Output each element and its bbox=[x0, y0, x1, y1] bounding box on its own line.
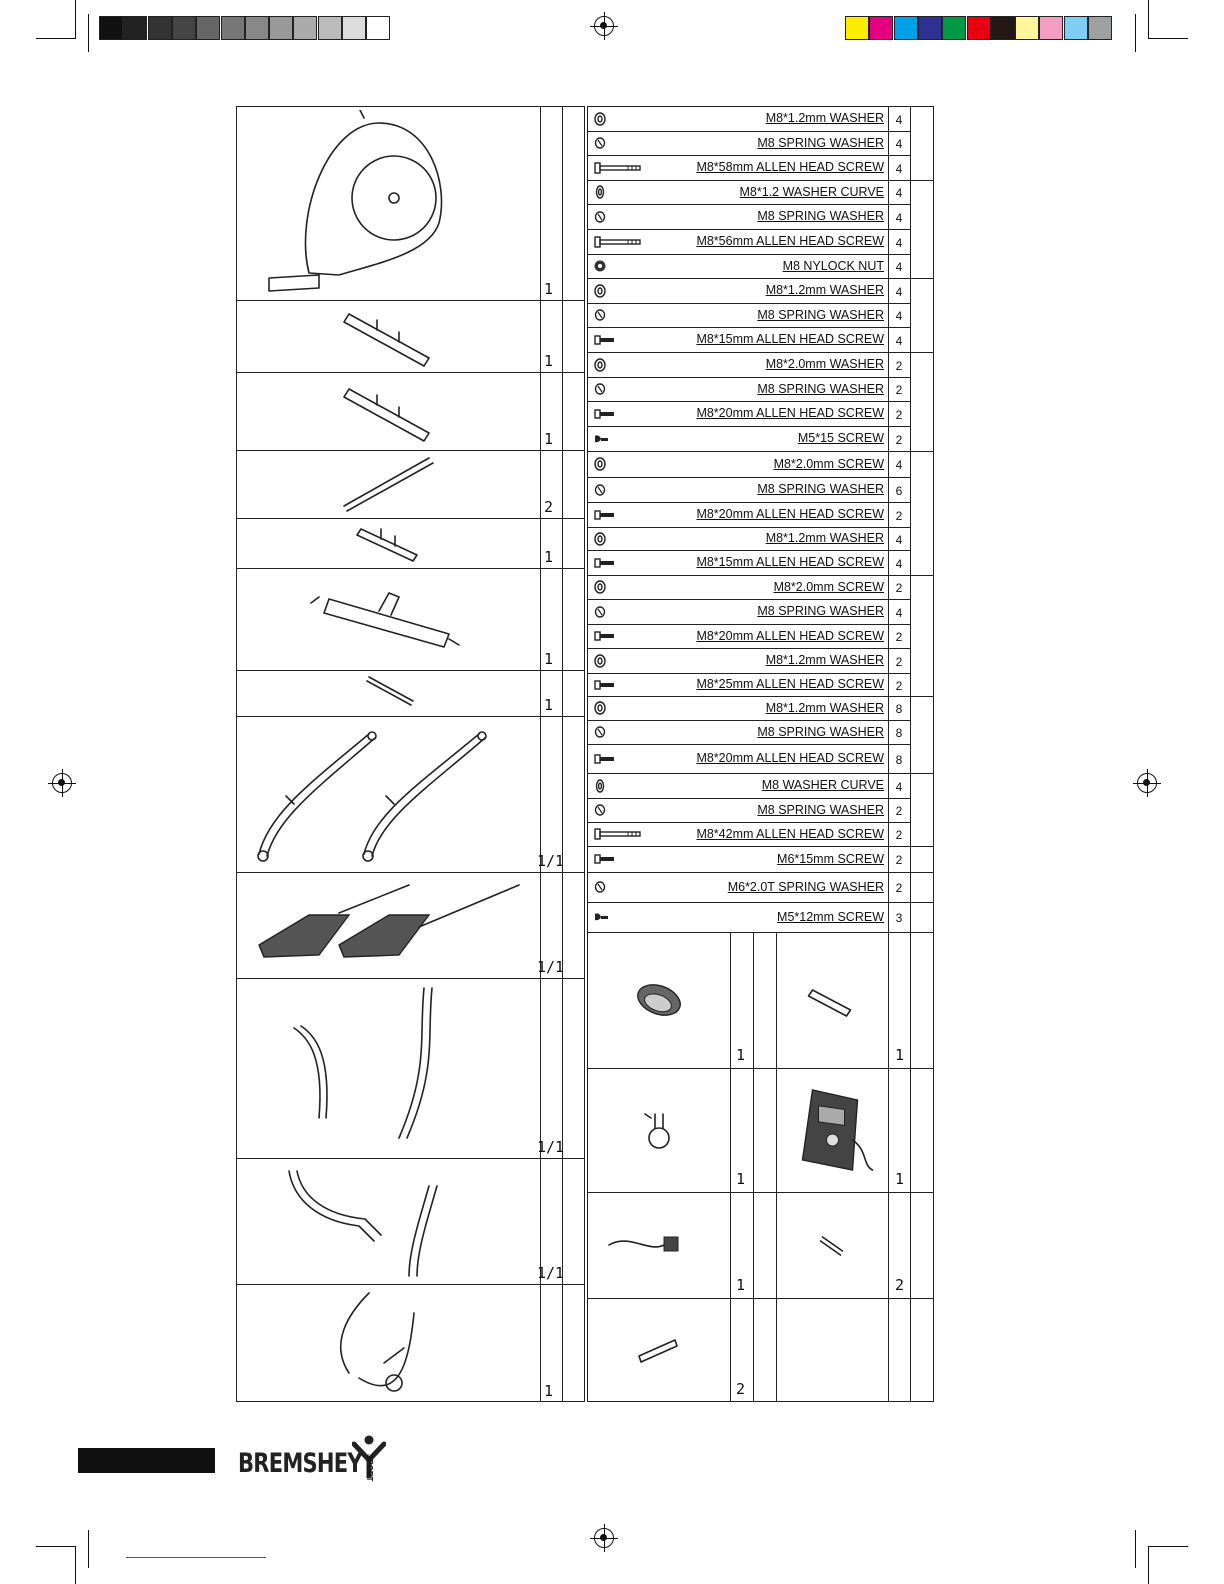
main-frame-icon bbox=[240, 110, 538, 296]
hardware-quantity: 4 bbox=[895, 532, 903, 547]
hardware-quantity: 2 bbox=[895, 853, 903, 867]
part-quantity: 1 bbox=[544, 430, 554, 448]
hardware-label: M8 SPRING WASHER bbox=[757, 482, 884, 496]
small-part-quantity: 1 bbox=[736, 1276, 746, 1294]
hardware-label: M6*2.0T SPRING WASHER bbox=[727, 879, 884, 894]
hardware-quantity: 2 bbox=[895, 358, 903, 373]
gray-swatch bbox=[123, 16, 147, 40]
row-divider bbox=[587, 327, 888, 328]
hardware-label: M8*20mm ALLEN HEAD SCREW bbox=[696, 507, 884, 521]
color-swatch bbox=[1015, 16, 1039, 40]
crop-mark bbox=[1148, 0, 1149, 38]
row-divider bbox=[888, 502, 910, 503]
long-screw-icon bbox=[592, 233, 652, 251]
part-drawing bbox=[240, 110, 538, 296]
part-drawing bbox=[240, 720, 538, 868]
small-part-quantity: 1 bbox=[895, 1046, 905, 1064]
row-divider bbox=[888, 451, 910, 452]
row-divider bbox=[888, 131, 910, 132]
hardware-quantity: 4 bbox=[895, 210, 903, 225]
part-quantity: 1 bbox=[544, 352, 554, 370]
washer-icon bbox=[592, 110, 652, 128]
washer-icon bbox=[592, 699, 652, 717]
short-screw-icon bbox=[592, 676, 652, 694]
row-divider bbox=[888, 744, 910, 745]
hardware-quantity: 4 bbox=[895, 235, 903, 250]
row-divider bbox=[236, 670, 585, 671]
row-divider bbox=[587, 278, 888, 279]
crop-mark bbox=[1135, 1530, 1136, 1568]
short-screw-icon bbox=[592, 506, 652, 524]
registration-mark-icon bbox=[1137, 773, 1157, 793]
spring-washer-icon bbox=[592, 801, 652, 819]
row-divider bbox=[888, 401, 910, 402]
crop-mark bbox=[1148, 1546, 1188, 1547]
spring-washer-icon bbox=[592, 481, 652, 499]
hardware-label: M6*15mm SCREW bbox=[777, 851, 884, 866]
row-divider bbox=[888, 377, 910, 378]
row-divider bbox=[888, 229, 910, 230]
bracket-plate-icon bbox=[777, 935, 888, 1065]
hardware-quantity: 2 bbox=[895, 828, 903, 842]
short-screw-icon bbox=[592, 850, 652, 868]
row-divider bbox=[587, 451, 888, 452]
table-divider bbox=[910, 106, 911, 932]
row-divider bbox=[888, 599, 910, 600]
row-divider bbox=[587, 696, 888, 697]
hardware-label: M8*1.2 WASHER CURVE bbox=[739, 184, 884, 199]
row-divider bbox=[888, 720, 910, 721]
part-drawing bbox=[240, 674, 538, 712]
part-quantity: 1 bbox=[544, 650, 554, 668]
color-swatch bbox=[991, 16, 1015, 40]
part-drawing bbox=[240, 572, 538, 666]
grid-divider bbox=[753, 932, 754, 1402]
spring-washer-icon bbox=[592, 208, 652, 226]
gray-swatch bbox=[366, 16, 390, 40]
hardware-quantity: 4 bbox=[895, 605, 903, 620]
small-part-quantity: 1 bbox=[736, 1170, 746, 1188]
part-drawing bbox=[240, 1162, 538, 1280]
grid-divider bbox=[730, 932, 731, 1402]
registration-mark-icon bbox=[594, 16, 614, 36]
group-divider bbox=[910, 451, 934, 452]
hardware-label: M8*1.2mm WASHER bbox=[765, 283, 884, 297]
small-part-drawing bbox=[588, 1301, 730, 1404]
small-part-drawing bbox=[777, 1071, 888, 1194]
gray-swatch bbox=[172, 16, 196, 40]
row-divider bbox=[587, 229, 888, 230]
row-divider bbox=[587, 798, 888, 799]
curved-washer-icon bbox=[592, 777, 652, 795]
hardware-label: M8*2.0mm SCREW bbox=[773, 456, 884, 471]
hardware-label: M8*20mm ALLEN HEAD SCREW bbox=[696, 628, 884, 643]
hardware-quantity: 4 bbox=[895, 260, 903, 274]
crop-mark bbox=[36, 1546, 76, 1547]
hardware-label: M5*15 SCREW bbox=[797, 431, 884, 445]
short-screw-icon bbox=[592, 331, 652, 349]
part-drawing bbox=[240, 454, 538, 514]
row-divider bbox=[587, 155, 888, 156]
row-divider bbox=[587, 550, 888, 551]
crop-mark bbox=[36, 38, 76, 39]
small-part-quantity: 2 bbox=[736, 1380, 746, 1398]
spring-washer-icon bbox=[592, 603, 652, 621]
hardware-quantity: 3 bbox=[895, 911, 903, 925]
hardware-label: M8 SPRING WASHER bbox=[757, 209, 884, 223]
small-part-drawing bbox=[588, 935, 730, 1070]
row-divider bbox=[888, 902, 910, 903]
gray-swatch bbox=[221, 16, 245, 40]
color-swatch bbox=[942, 16, 966, 40]
hardware-label: M8*15mm ALLEN HEAD SCREW bbox=[696, 332, 884, 346]
group-divider bbox=[910, 575, 934, 576]
row-divider bbox=[888, 204, 910, 205]
hardware-label: M8*15mm ALLEN HEAD SCREW bbox=[696, 555, 884, 569]
color-swatch bbox=[967, 16, 991, 40]
gray-swatch bbox=[99, 16, 123, 40]
footer-link-line bbox=[126, 1557, 266, 1558]
knob-icon bbox=[588, 935, 730, 1065]
grid-divider bbox=[888, 932, 889, 1402]
hardware-quantity: 2 bbox=[895, 678, 903, 693]
row-divider bbox=[888, 673, 910, 674]
hardware-label: M8 SPRING WASHER bbox=[757, 307, 884, 322]
sensor-icon bbox=[588, 1071, 730, 1189]
row-divider bbox=[587, 720, 888, 721]
row-divider bbox=[888, 303, 910, 304]
group-divider bbox=[910, 872, 934, 873]
part-quantity: 1 bbox=[544, 280, 554, 298]
hardware-label: M8*56mm ALLEN HEAD SCREW bbox=[696, 234, 884, 248]
brand-sub: SPORT bbox=[365, 1454, 374, 1482]
group-divider bbox=[910, 902, 934, 903]
row-divider bbox=[888, 527, 910, 528]
hardware-quantity: 4 bbox=[895, 161, 903, 176]
curved-washer-icon bbox=[592, 183, 652, 201]
gray-swatch bbox=[318, 16, 342, 40]
short-screw-icon bbox=[592, 627, 652, 645]
group-divider bbox=[910, 278, 934, 279]
console-icon bbox=[777, 1071, 888, 1189]
row-divider bbox=[587, 846, 888, 847]
row-divider bbox=[587, 401, 888, 402]
part-quantity: 1 bbox=[544, 696, 554, 714]
crop-mark bbox=[1135, 14, 1136, 52]
row-divider bbox=[587, 377, 888, 378]
hardware-label: M8 SPRING WASHER bbox=[757, 724, 884, 739]
row-divider bbox=[587, 477, 888, 478]
hardware-label: M8*1.2mm WASHER bbox=[765, 700, 884, 715]
washer-icon bbox=[592, 652, 652, 670]
hardware-label: M8 SPRING WASHER bbox=[757, 604, 884, 618]
small-part-drawing bbox=[588, 1071, 730, 1194]
washer-icon bbox=[592, 356, 652, 374]
crop-mark bbox=[75, 0, 76, 38]
part-drawing bbox=[240, 982, 538, 1154]
short-screw-icon bbox=[592, 750, 652, 768]
registration-mark-icon bbox=[594, 1528, 614, 1548]
row-divider bbox=[888, 624, 910, 625]
row-divider bbox=[236, 450, 585, 451]
front-stabilizer-icon bbox=[240, 304, 538, 368]
grid-divider bbox=[910, 932, 911, 1402]
row-divider bbox=[236, 518, 585, 519]
hardware-quantity: 8 bbox=[895, 726, 903, 740]
small-part-drawing bbox=[777, 935, 888, 1070]
row-divider bbox=[587, 426, 888, 427]
hardware-quantity: 2 bbox=[895, 432, 903, 447]
row-divider bbox=[587, 902, 888, 903]
short-screw-icon bbox=[592, 405, 652, 423]
row-divider bbox=[888, 846, 910, 847]
spring-washer-icon bbox=[592, 134, 652, 152]
part-quantity: 1/1 bbox=[537, 958, 565, 976]
long-screw-icon bbox=[592, 825, 652, 843]
row-divider bbox=[587, 502, 888, 503]
hardware-quantity: 2 bbox=[895, 654, 903, 669]
hardware-label: M5*12mm SCREW bbox=[777, 909, 884, 924]
row-divider bbox=[587, 254, 888, 255]
gray-swatch bbox=[196, 16, 220, 40]
row-divider bbox=[888, 575, 910, 576]
row-divider bbox=[888, 426, 910, 427]
row-divider bbox=[236, 716, 585, 717]
handlebar-arms-icon bbox=[240, 982, 538, 1154]
front-post-icon bbox=[240, 572, 538, 666]
row-divider bbox=[236, 978, 585, 979]
hardware-quantity: 4 bbox=[895, 137, 903, 151]
row-divider bbox=[888, 477, 910, 478]
row-divider bbox=[587, 180, 888, 181]
hardware-label: M8*58mm ALLEN HEAD SCREW bbox=[696, 160, 884, 174]
part-quantity: 1/1 bbox=[537, 1264, 565, 1282]
row-divider bbox=[587, 131, 888, 132]
hardware-label: M8*20mm ALLEN HEAD SCREW bbox=[696, 406, 884, 420]
row-divider bbox=[587, 204, 888, 205]
group-divider bbox=[910, 696, 934, 697]
part-drawing bbox=[240, 304, 538, 368]
row-divider bbox=[587, 872, 888, 873]
hardware-quantity: 4 bbox=[895, 284, 903, 299]
hardware-quantity: 4 bbox=[895, 186, 903, 200]
row-divider bbox=[888, 648, 910, 649]
spring-washer-icon bbox=[592, 380, 652, 398]
hardware-quantity: 4 bbox=[895, 309, 903, 323]
color-swatch bbox=[869, 16, 893, 40]
row-divider bbox=[888, 352, 910, 353]
hardware-label: M8*42mm ALLEN HEAD SCREW bbox=[696, 826, 884, 841]
row-divider bbox=[888, 180, 910, 181]
small-part-quantity: 2 bbox=[895, 1276, 905, 1294]
pedal-arms-icon bbox=[240, 720, 538, 868]
connector-tube-icon bbox=[240, 522, 538, 564]
small-screw-icon bbox=[592, 430, 652, 448]
gray-swatch bbox=[269, 16, 293, 40]
small-part-quantity: 1 bbox=[895, 1170, 905, 1188]
group-divider bbox=[910, 773, 934, 774]
hardware-label: M8 WASHER CURVE bbox=[761, 778, 884, 792]
hardware-quantity: 4 bbox=[895, 779, 903, 794]
gray-swatch bbox=[148, 16, 172, 40]
page-number-bar bbox=[78, 1448, 215, 1473]
rear-stabilizer-icon bbox=[240, 376, 538, 446]
row-divider bbox=[888, 773, 910, 774]
pedals-icon bbox=[240, 876, 538, 974]
part-drawing bbox=[240, 1288, 538, 1398]
crop-mark bbox=[75, 1546, 76, 1584]
row-divider bbox=[587, 648, 888, 649]
row-divider bbox=[587, 599, 888, 600]
row-divider bbox=[587, 932, 934, 933]
crop-mark bbox=[1148, 38, 1188, 39]
row-divider bbox=[587, 303, 888, 304]
gray-swatch bbox=[342, 16, 366, 40]
small-part-drawing bbox=[777, 1195, 888, 1300]
color-swatch bbox=[1088, 16, 1112, 40]
hardware-quantity: 8 bbox=[895, 752, 903, 767]
hardware-quantity: 2 bbox=[895, 881, 903, 895]
washer-icon bbox=[592, 578, 652, 596]
hardware-label: M8 SPRING WASHER bbox=[757, 381, 884, 396]
hardware-label: M8*2.0mm SCREW bbox=[773, 579, 884, 594]
part-drawing bbox=[240, 876, 538, 974]
row-divider bbox=[587, 744, 888, 745]
hardware-quantity: 4 bbox=[895, 333, 903, 348]
spring-washer-icon bbox=[592, 723, 652, 741]
row-divider bbox=[587, 673, 888, 674]
hardware-label: M8 SPRING WASHER bbox=[757, 802, 884, 817]
row-divider bbox=[888, 550, 910, 551]
color-swatch bbox=[918, 16, 942, 40]
part-quantity: 1/1 bbox=[537, 1138, 565, 1156]
part-quantity: 1/1 bbox=[537, 852, 565, 870]
small-part-drawing bbox=[588, 1195, 730, 1300]
hardware-quantity: 4 bbox=[895, 458, 903, 472]
hardware-label: M8*20mm ALLEN HEAD SCREW bbox=[696, 751, 884, 765]
hardware-quantity: 2 bbox=[895, 508, 903, 523]
washer-icon bbox=[592, 455, 652, 473]
row-divider bbox=[236, 872, 585, 873]
hardware-quantity: 4 bbox=[895, 112, 903, 127]
row-divider bbox=[236, 300, 585, 301]
part-drawing bbox=[240, 376, 538, 446]
hardware-label: M8*2.0mm WASHER bbox=[765, 357, 884, 371]
nut-icon bbox=[592, 257, 652, 275]
row-divider bbox=[587, 352, 888, 353]
row-divider bbox=[236, 568, 585, 569]
color-swatch bbox=[1064, 16, 1088, 40]
hardware-quantity: 8 bbox=[895, 702, 903, 716]
part-quantity: 1 bbox=[544, 1382, 554, 1400]
registration-mark-icon bbox=[52, 773, 72, 793]
link-plate-icon bbox=[588, 1301, 730, 1399]
row-divider bbox=[888, 278, 910, 279]
group-divider bbox=[910, 352, 934, 353]
row-divider bbox=[888, 798, 910, 799]
crop-mark bbox=[1148, 1546, 1149, 1584]
part-quantity: 1 bbox=[544, 548, 554, 566]
hardware-quantity: 4 bbox=[895, 556, 903, 571]
gray-swatch bbox=[293, 16, 317, 40]
crop-mark bbox=[88, 14, 89, 52]
part-quantity: 2 bbox=[544, 498, 554, 516]
washer-icon bbox=[592, 282, 652, 300]
hardware-quantity: 2 bbox=[895, 383, 903, 397]
row-divider bbox=[587, 575, 888, 576]
hardware-quantity: 6 bbox=[895, 483, 903, 498]
group-divider bbox=[910, 180, 934, 181]
small-part-quantity: 1 bbox=[736, 1046, 746, 1064]
row-divider bbox=[587, 822, 888, 823]
row-divider bbox=[587, 527, 888, 528]
row-divider bbox=[888, 155, 910, 156]
color-swatch bbox=[845, 16, 869, 40]
adapter-icon bbox=[588, 1195, 730, 1295]
group-divider bbox=[910, 846, 934, 847]
color-swatch bbox=[894, 16, 918, 40]
hardware-quantity: 2 bbox=[895, 804, 903, 818]
hardware-label: M8 NYLOCK NUT bbox=[782, 258, 884, 273]
hardware-label: M8*25mm ALLEN HEAD SCREW bbox=[696, 677, 884, 691]
color-swatch bbox=[1039, 16, 1063, 40]
row-divider bbox=[888, 822, 910, 823]
hardware-label: M8*1.2mm WASHER bbox=[765, 531, 884, 545]
part-drawing bbox=[240, 522, 538, 564]
hardware-label: M8*1.2mm WASHER bbox=[765, 653, 884, 667]
row-divider bbox=[888, 872, 910, 873]
row-divider bbox=[888, 696, 910, 697]
row-divider bbox=[587, 624, 888, 625]
pin-icon bbox=[777, 1195, 888, 1295]
hardware-label: M8 SPRING WASHER bbox=[757, 135, 884, 150]
row-divider bbox=[888, 327, 910, 328]
hardware-quantity: 2 bbox=[895, 581, 903, 595]
row-divider bbox=[888, 254, 910, 255]
long-screw-icon bbox=[592, 159, 652, 177]
short-screw-icon bbox=[592, 554, 652, 572]
row-divider bbox=[236, 1284, 585, 1285]
row-divider bbox=[587, 773, 888, 774]
spring-washer-icon bbox=[592, 306, 652, 324]
axle-tube-icon bbox=[240, 454, 538, 514]
row-divider bbox=[236, 372, 585, 373]
brand-logo: BREMSHEY bbox=[238, 1448, 362, 1479]
rod-icon bbox=[240, 674, 538, 712]
crop-mark bbox=[88, 1530, 89, 1568]
row-divider bbox=[236, 1158, 585, 1159]
hardware-quantity: 2 bbox=[895, 630, 903, 644]
hardware-label: M8*1.2mm WASHER bbox=[765, 111, 884, 125]
spring-washer-icon bbox=[592, 878, 652, 896]
small-screw-icon bbox=[592, 908, 652, 926]
hardware-quantity: 2 bbox=[895, 407, 903, 422]
washer-icon bbox=[592, 530, 652, 548]
upper-handlebars-icon bbox=[240, 1162, 538, 1280]
fixed-handlebar-icon bbox=[240, 1288, 538, 1398]
gray-swatch bbox=[245, 16, 269, 40]
